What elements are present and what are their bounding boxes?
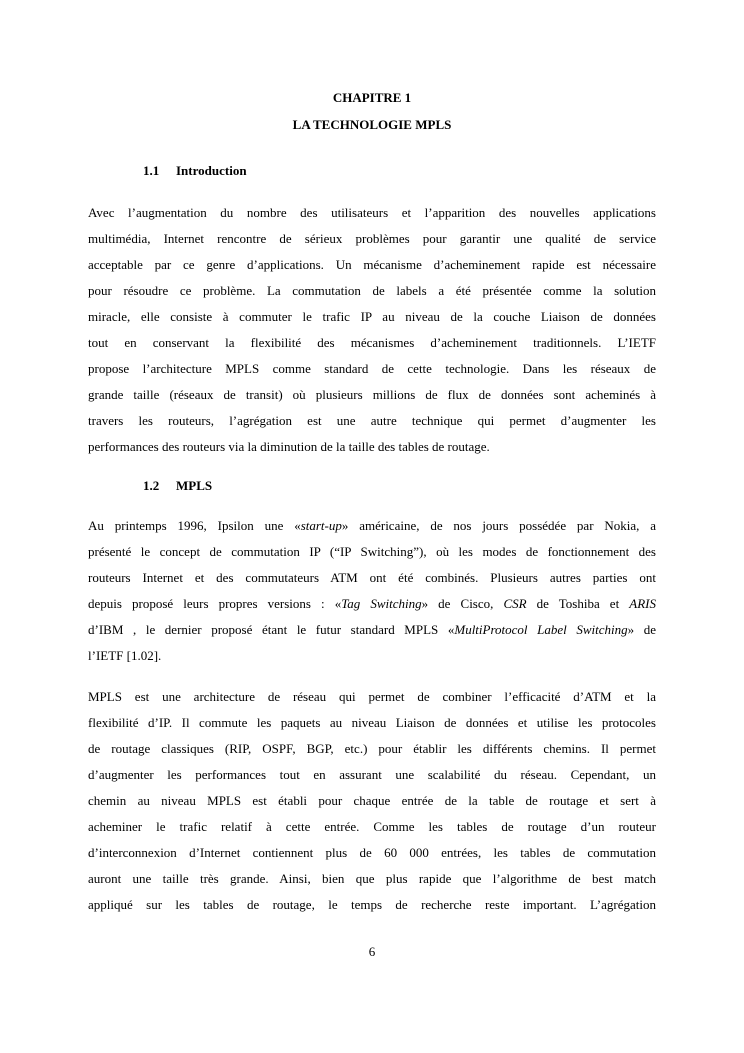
text-line: auront une taille très grande. Ainsi, bien que plus rapide que l’algorithme de best match [88, 871, 656, 886]
section-number: 1.1 [143, 163, 160, 178]
text-line: propose l’architecture MPLS comme standard de cette technologie. Dans les réseaux de [88, 361, 656, 376]
italic-term: start-up [300, 518, 342, 533]
text-line [88, 591, 656, 617]
paragraph-introduction [88, 200, 656, 460]
section-title: Introduction [176, 163, 247, 178]
italic-term: CSR [503, 596, 527, 611]
text-line: d’augmenter les performances tout en assurant une scalabilité du réseau. Cependant, un [88, 767, 656, 782]
text-run: d’IBM , le dernier proposé étant le futur standard MPLS « [88, 622, 455, 637]
text-line: MPLS est une architecture de réseau qui permet de combiner l’efficacité d’ATM et la [88, 689, 656, 704]
text-line: routeurs Internet et des commutateurs ATM ont été combinés. Plusieurs autres parties ont [88, 570, 656, 585]
text-line: appliqué sur les tables de routage, le temps de recherche reste important. L’agrégation [88, 897, 656, 912]
text-line: miracle, elle consiste à commuter le trafic IP au niveau de la couche Liaison de données [88, 309, 656, 324]
text-line: acheminer le trafic relatif à cette entrée. Comme les tables de routage d’un routeur [88, 819, 656, 834]
text-line: l’IETF [1.02]. [88, 648, 162, 663]
section-heading-introduction [143, 163, 247, 179]
text-line: présenté le concept de commutation IP (“IP Switching”), où les modes de fonctionnement des [88, 544, 656, 559]
text-line: d’interconnexion d’Internet contiennent plus de 60 000 entrées, les tables de commutation [88, 845, 656, 860]
section-number: 1.2 [143, 478, 160, 493]
text-line: multimédia, Internet rencontre de sérieux problèmes pour garantir une qualité de service [88, 231, 656, 246]
text-line: tout en conservant la flexibilité des mécanismes d’acheminement traditionnels. L’IETF [88, 335, 656, 350]
paragraph-mpls-history [88, 513, 656, 669]
paragraph-mpls-architecture [88, 684, 656, 918]
page-number: 6 [368, 944, 376, 959]
text-line [88, 617, 656, 643]
text-run: depuis proposé leurs propres versions : « [88, 596, 342, 611]
chapter-number: CHAPITRE 1 [332, 90, 412, 105]
text-line: flexibilité d’IP. Il commute les paquets au niveau Liaison de données et utilise les protocoles [88, 715, 656, 730]
chapter-title: LA TECHNOLOGIE MPLS [292, 117, 452, 132]
section-title: MPLS [176, 478, 213, 493]
text-line: acceptable par ce genre d’applications. Un mécanisme d’acheminement rapide est nécessaire [88, 257, 656, 272]
text-run: » de [627, 622, 656, 637]
text-line: travers les routeurs, l’agrégation est une autre technique qui permet d’augmenter les [88, 413, 656, 428]
text-line: pour résoudre ce problème. La commutation de labels a été présentée comme la solution [88, 283, 656, 298]
text-line: grande taille (réseaux de transit) où plusieurs millions de flux de données sont acheminés à [88, 387, 656, 402]
text-line: de routage classiques (RIP, OSPF, BGP, etc.) pour établir les différents chemins. Il permet [88, 741, 656, 756]
section-heading-mpls [143, 478, 212, 494]
italic-term: Tag Switching [341, 596, 422, 611]
text-line [88, 513, 656, 539]
text-line: performances des routeurs via la diminution de la taille des tables de routage. [88, 439, 490, 454]
text-line: Avec l’augmentation du nombre des utilisateurs et l’apparition des nouvelles applications [88, 205, 656, 220]
text-run: » américaine, de nos jours possédée par Nokia, a [341, 518, 656, 533]
text-run: de Toshiba et [526, 596, 630, 611]
text-run: » de Cisco, [421, 596, 504, 611]
text-run: Au printemps 1996, Ipsilon une « [88, 518, 301, 533]
text-line: chemin au niveau MPLS est établi pour chaque entrée de la table de routage et sert à [88, 793, 656, 808]
italic-term: ARIS [629, 596, 656, 611]
italic-term: MultiProtocol Label Switching [454, 622, 628, 637]
